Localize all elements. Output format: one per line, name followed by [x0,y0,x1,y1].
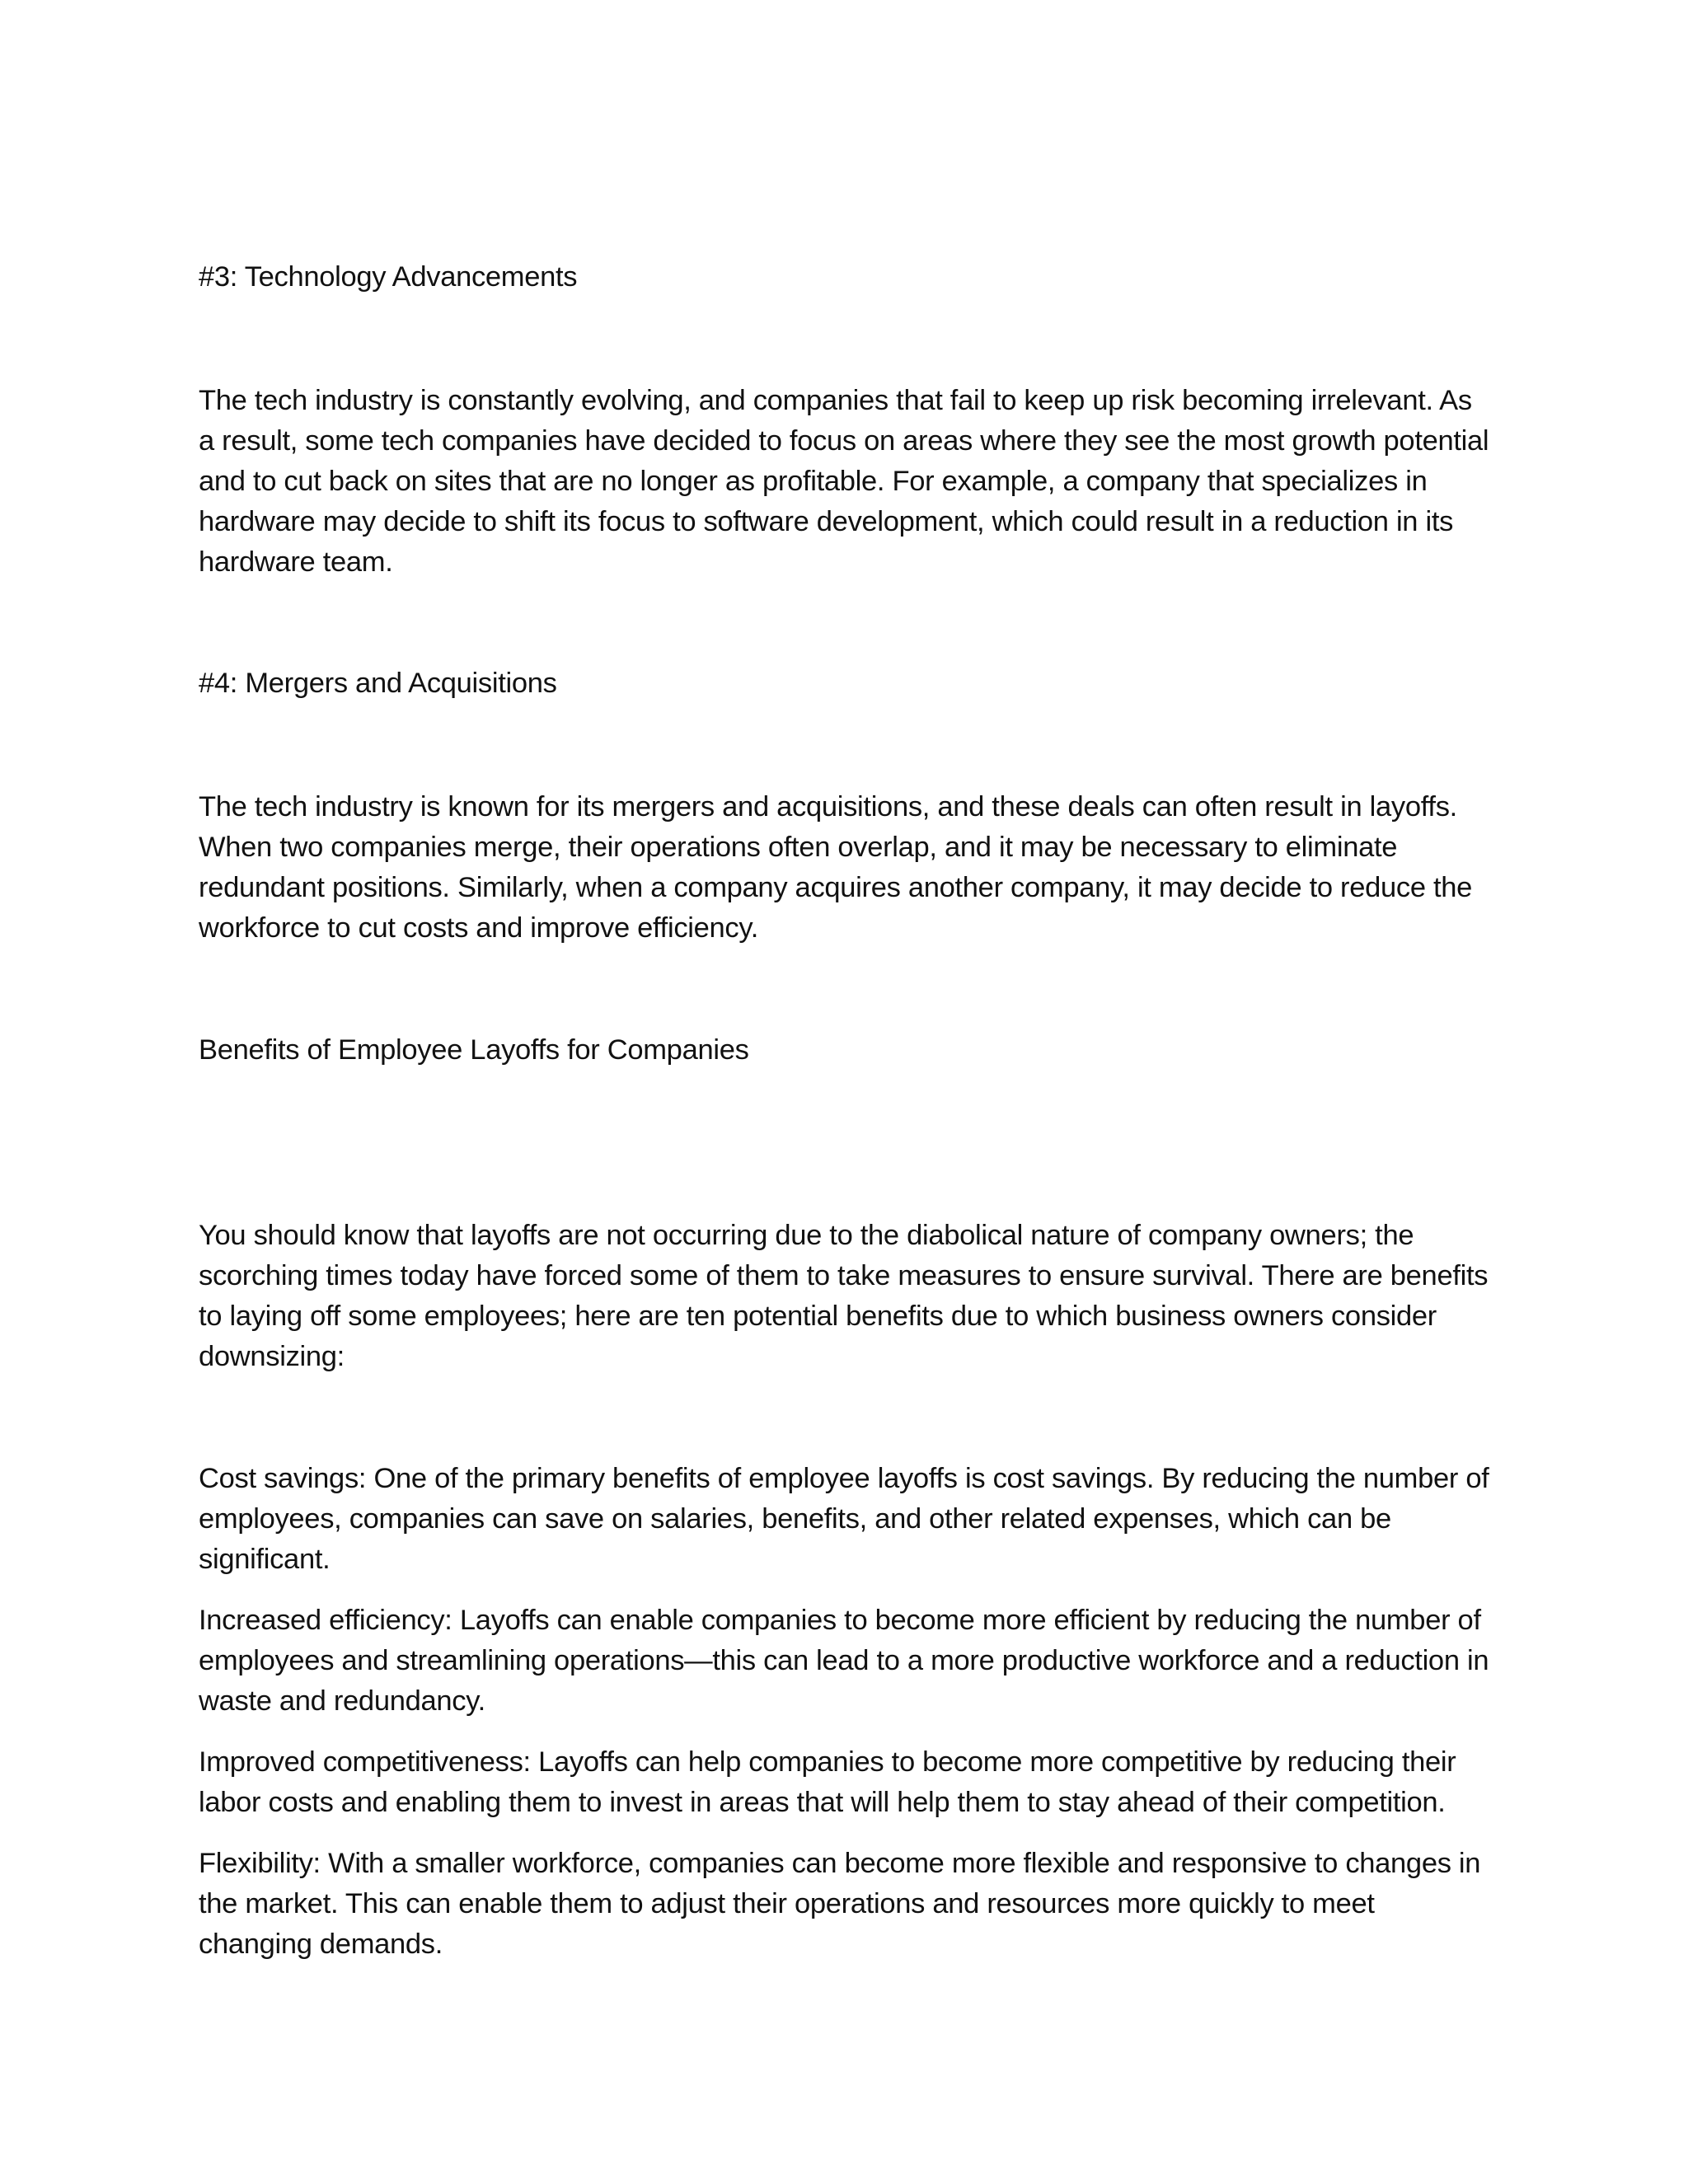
benefit-item-flexibility: Flexibility: With a smaller workforce, companies can become more flexible and responsive to changes in the market. This can enable them to adjust their operations and resources more quickly to meet changing demands. [199,1848,1481,1960]
benefit-item-cost-savings: Cost savings: One of the primary benefits of employee layoffs is cost savings. By reducing the number of employees, companies can save on salaries, benefits, and other related expenses, which can be significant. [199,1463,1489,1575]
benefit-item-improved-competitiveness: Improved competitiveness: Layoffs can help companies to become more competitive by reducing their labor costs and enabling them to invest in areas that will help them to stay ahead of their competition. [199,1746,1456,1818]
section-heading-mergers-acquisitions: #4: Mergers and Acquisitions [199,668,557,699]
paragraph-mergers-acquisitions: The tech industry is known for its mergers and acquisitions, and these deals can often result in layoffs. When two companies merge, their operations often overlap, and it may be necessary to eliminate redundant positions. Similarly, when a company acquires another company, it may decide to reduce the workforce to cut costs and improve efficiency. [199,791,1473,944]
paragraph-technology-advancements: The tech industry is constantly evolving, and companies that fail to keep up risk becoming irrelevant. As a result, some tech companies have decided to focus on areas where they see the most growth potential and to cut back on sites that are no longer as profitable. For example, a company that specializes in hardware may decide to shift its focus to software development, which could result in a reduction in its hardware team. [199,385,1489,578]
section-heading-technology-advancements: #3: Technology Advancements [199,261,578,293]
benefit-item-increased-efficiency: Increased efficiency: Layoffs can enable companies to become more efficient by reducing the number of employees and streamlining operations—this can lead to a more productive workforce and a reduction in waste and redundancy. [199,1605,1489,1717]
section-heading-benefits: Benefits of Employee Layoffs for Companies [199,1034,749,1066]
paragraph-benefits-intro: You should know that layoffs are not occurring due to the diabolical nature of company owners; the scorching times today have forced some of them to take measures to ensure survival. There are benefits to laying off some employees; here are ten potential benefits due to which business owners consider downsizing: [199,1220,1489,1372]
